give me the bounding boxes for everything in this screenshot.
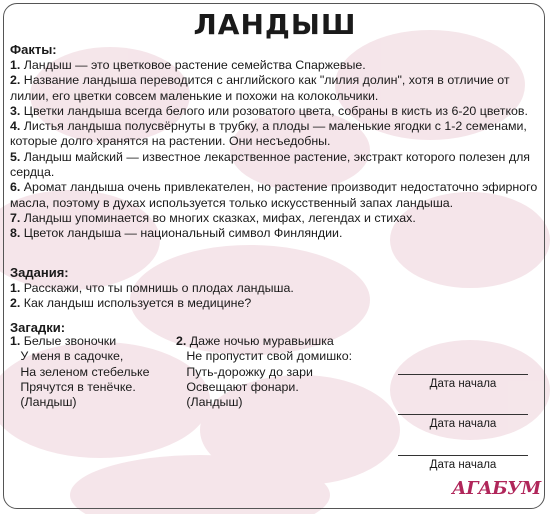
fact-item: 8. Цветок ландыша — национальный символ Финляндии.	[10, 226, 343, 241]
date-line-2[interactable]	[398, 414, 528, 415]
riddles-heading: Загадки:	[10, 320, 66, 335]
fact-item: 4. Листья ландыша полусвёрнуты в трубку, а плоды — маленькие ягодки с 1-2 семенами, которые долго хранятся на растении. Они несъедобны.	[10, 119, 527, 149]
task-item: 1. Расскажи, что ты помнишь о плодах ландыша.	[10, 281, 294, 295]
tasks-heading: Задания:	[10, 265, 69, 280]
fact-item: 6. Аромат ландыша очень привлекателен, но растение производит недостаточно эфирного масла, поэтому в духах используется только искусственный запах ландыша.	[10, 180, 538, 210]
publisher-logo: АГАБУМ	[452, 478, 541, 499]
tasks-list	[10, 281, 540, 312]
date-label-3: Дата начала	[429, 459, 497, 471]
date-line-3[interactable]	[398, 455, 528, 456]
page-title: ЛАНДЫШ	[193, 8, 357, 41]
riddle-2: 2. Даже ночью муравьишка Не пропустит свой домишко: Путь-дорожку до зари Освещают фонари. (Ландыш)	[176, 334, 353, 410]
fact-item: 7. Ландыш упоминается во многих сказках, мифах, легендах и стихах.	[10, 210, 416, 225]
task-item: 2. Как ландыш используется в медицине?	[10, 296, 252, 311]
fact-item: 1. Ландыш — это цветковое растение семейства Спаржевые.	[10, 58, 366, 72]
fact-item: 2. Название ландыша переводится с английского как "лилия долин", хотя в отличие от лилии, его цветки совсем маленькие и похожи на колокольчики.	[10, 73, 510, 103]
date-line-1[interactable]	[398, 374, 528, 375]
facts-heading: Факты:	[10, 42, 57, 57]
fact-item: 5. Ландыш майский — известное лекарственное растение, экстракт которого полезен для сердца.	[10, 149, 531, 180]
date-label-2: Дата начала	[429, 418, 497, 430]
facts-list	[10, 58, 540, 242]
riddle-1: 1. Белые звоночки У меня в садочке, На зеленом стебельке Прячутся в тенёчке. (Ландыш)	[10, 334, 150, 410]
date-label-1: Дата начала	[429, 378, 497, 390]
fact-item: 3. Цветки ландыша всегда белого или розоватого цвета, собраны в кисть из 6-20 цветков.	[10, 103, 528, 118]
